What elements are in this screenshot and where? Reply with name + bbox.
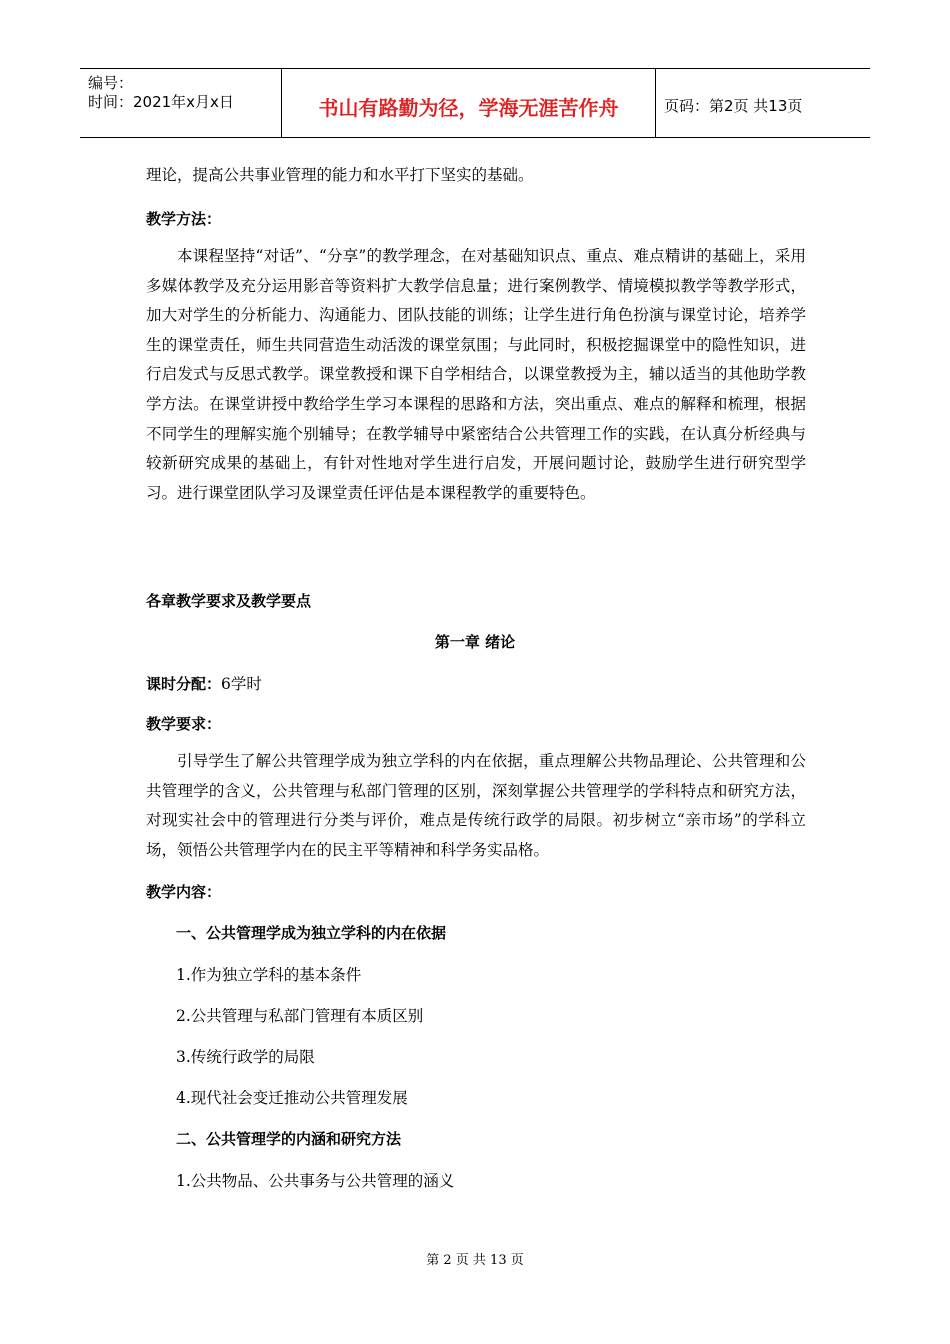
method-heading: 教学方法： [146,210,222,228]
document-number-label: 编号： [88,74,134,92]
list-item: 4.现代社会变迁推动公共管理发展 [176,1089,408,1107]
header-motto: 书山有路勤为径，学海无涯苦作舟 [318,96,619,120]
list-item: 3.传统行政学的局限 [176,1048,315,1066]
hours-label: 课时分配： [146,675,222,693]
list-item: 2.公共管理与私部门管理有本质区别 [176,1007,424,1025]
method-paragraph: 本课程坚持“对话”、“分享”的教学理念，在对基础知识点、重点、难点精讲的基础上，采用多媒体教学及充分运用影音等资料扩大教学信息量；进行案例教学、情境模拟教学等教学形式，加大对学生的分析能力、沟通能力、团队技能的训练；让学生进行角色扮演与课堂讨论，培养学生的课堂责任，师生共同营造生动活泼的课堂氛围；与此同时，积极挖掘课堂中的隐性知识，进行启发式与反思式教学。课堂教授和课下自学相结合，以课堂教授为主，辅以适当的其他助学教学方法。在课堂讲授中教给学生学习本课程的思路和方法，突出重点、难点的解释和梳理，根据不同学生的理解实施个别辅导；在教学辅导中紧密结合公共管理工作的实践，在认真分析经典与较新研究成果的基础上，有针对性地对学生进行启发，开展问题讨论，鼓励学生进行研究型学习。进行课堂团队学习及课堂责任评估是本课程教学的重要特色。 [146,247,806,502]
list-item: 1.作为独立学科的基本条件 [176,966,362,984]
hours-value: 6学时 [221,675,262,693]
header-page-label: 页码：第2页 共13页 [664,97,803,115]
intro-tail-text: 理论，提高公共事业管理的能力和水平打下坚实的基础。 [146,166,534,184]
chapters-heading: 各章教学要求及教学要点 [146,592,312,610]
header-motto-cell [282,69,656,137]
section1-title: 一、公共管理学成为独立学科的内在依据 [176,924,447,942]
requirement-heading: 教学要求： [146,715,222,733]
document-header [80,68,870,138]
chapter-title: 第一章 绪论 [434,633,516,651]
hours-line [146,672,262,694]
page-footer: 第 2 页 共 13 页 [426,1253,524,1268]
header-meta-cell [80,69,282,137]
content-heading: 教学内容： [146,883,222,901]
document-time-label: 时间：2021年x月x日 [88,93,234,111]
section2-title: 二、公共管理学的内涵和研究方法 [176,1130,402,1148]
header-page-cell [656,69,870,137]
list-item: 1.公共物品、公共事务与公共管理的涵义 [176,1172,455,1190]
requirement-paragraph: 引导学生了解公共管理学成为独立学科的内在依据，重点理解公共物品理论、公共管理和公共管理学的含义，公共管理与私部门管理的区别，深刻掌握公共管理学的学科特点和研究方法，对现实社会中的管理进行分类与评价，难点是传统行政学的局限。初步树立“亲市场”的学科立场，领悟公共管理学内在的民主平等精神和科学务实品格。 [146,752,806,859]
